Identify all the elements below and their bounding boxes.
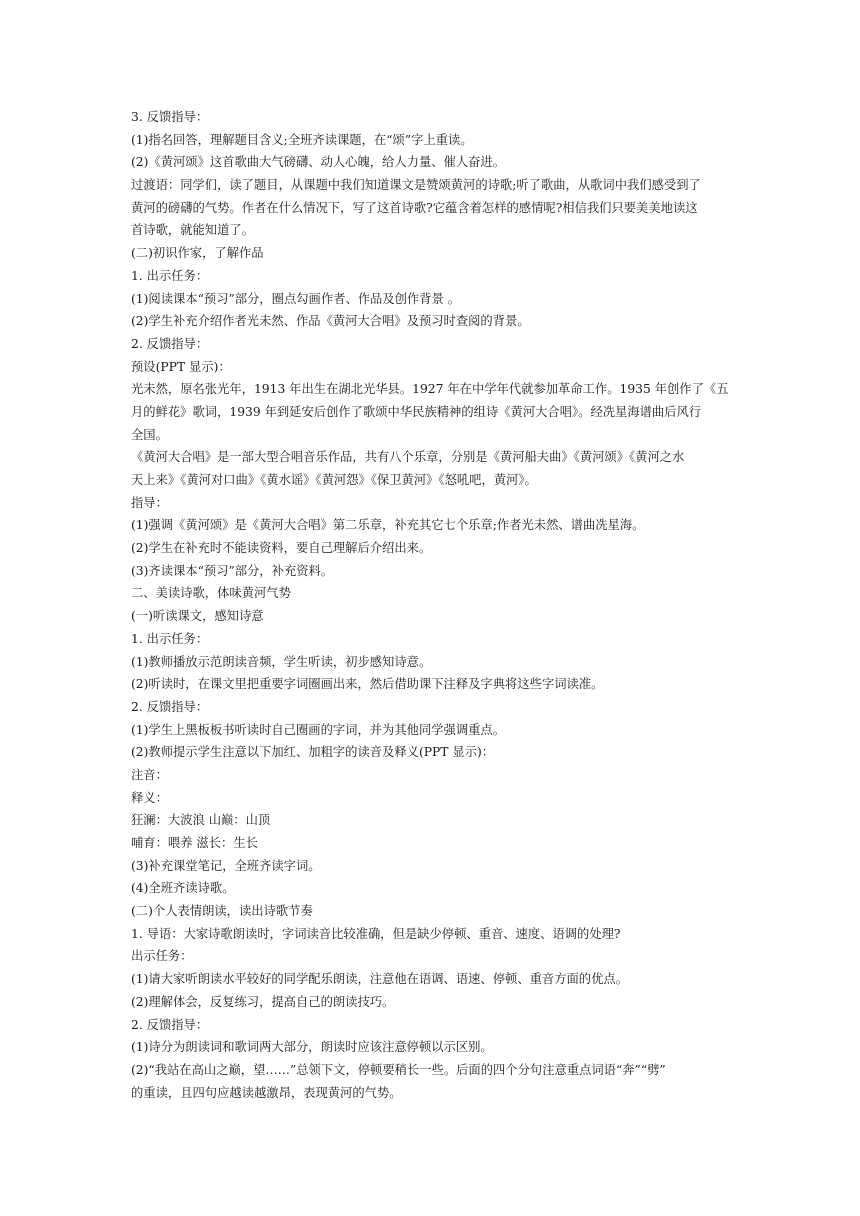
text-line: 出示任务： [131, 949, 193, 964]
text-line: 释义： [131, 790, 168, 805]
text-line: 3. 反馈指导： [131, 110, 209, 124]
text-line: 过渡语：同学们，读了题目，从课题中我们知道课文是赞颂黄河的诗歌;听了歌曲，从歌词中我们感受到了 [131, 178, 701, 193]
text-line: 注音： [131, 767, 168, 782]
text-line: 黄河的磅礴的气势。作者在什么情况下，写了这首诗歌?它蕴含着怎样的感情呢?相信我们只要美美地读这 [131, 200, 698, 215]
text-line: 全国。 [131, 427, 168, 442]
text-line: (2)理解体会，反复练习，提高自己的朗读技巧。 [131, 994, 395, 1009]
text-line: 哺育：喂养 滋长：生长 [131, 836, 258, 850]
text-line: (2)学生补充介绍作者光未然、作品《黄河大合唱》及预习时查阅的背景。 [131, 314, 530, 329]
section-heading: (二)初识作家，了解作品 [131, 246, 264, 261]
text-line: 2. 反馈指导： [131, 1017, 209, 1032]
text-line: (1)请大家听朗读水平较好的同学配乐朗读，注意他在语调、语速、停顿、重音方面的优点。 [131, 972, 628, 987]
text-line: 的重读，且四句应越读越激昂，表现黄河的气势。 [131, 1085, 402, 1100]
text-line: (2)学生在补充时不能读资料，要自己理解后介绍出来。 [131, 541, 432, 556]
text-line: (1)阅读课本“预习”部分，圈点勾画作者、作品及创作背景 。 [131, 291, 461, 306]
document-body [131, 106, 731, 1104]
text-line: 首诗歌，就能知道了。 [131, 223, 254, 238]
text-line: (4)全班齐读诗歌。 [131, 881, 235, 896]
text-line: (2)“我站在高山之巅，望……”总领下文，停顿要稍长一些。后面的四个分句注意重点词语“奔”“劈” [131, 1062, 666, 1077]
text-line: (3)补充课堂笔记，全班齐读字词。 [131, 858, 321, 873]
text-line: (2)教师提示学生注意以下加红、加粗字的读音及释义(PPT 显示)： [131, 745, 495, 760]
section-heading: (一)听读课文，感知诗意 [131, 609, 264, 624]
text-line: (1)教师播放示范朗读音频，学生听读，初步感知诗意。 [131, 654, 432, 669]
text-line: (1)强调《黄河颂》是《黄河大合唱》第二乐章，补充其它七个乐章;作者光未然、谱曲冼星海。 [131, 518, 645, 533]
text-line: (1)诗分为朗读词和歌词两大部分，朗读时应该注意停顿以示区别。 [131, 1040, 493, 1055]
text-line: 预设(PPT 显示)： [131, 359, 231, 374]
text-line: (3)齐读课本“预习”部分，补充资料。 [131, 563, 334, 578]
text-line: 《黄河大合唱》是一部大型合唱音乐作品，共有八个乐章，分别是《黄河船夫曲》《黄河颂》《黄河之水 [131, 450, 685, 465]
text-line: 1. 出示任务： [131, 268, 209, 283]
text-line: (1)学生上黑板板书听读时自己圈画的字词，并为其他同学强调重点。 [131, 722, 506, 737]
text-line: 光未然，原名张光年，1913 年出生在湖北光华县。1927 年在中学年代就参加革命工作。1935 年创作了《五 [131, 382, 729, 397]
text-line: 2. 反馈指导： [131, 699, 209, 714]
section-heading: 二、美读诗歌，体味黄河气势 [131, 586, 291, 601]
text-line: (2)《黄河颂》这首歌曲大气磅礴、动人心魄，给人力量、催人奋进。 [131, 155, 506, 170]
text-line: 2. 反馈指导： [131, 336, 209, 351]
text-line: (1)指名回答，理解题目含义;全班齐读课题，在“颂”字上重读。 [131, 132, 473, 147]
text-line: 月的鲜花》歌词，1939 年到延安后创作了歌颂中华民族精神的组诗《黄河大合唱》。经冼星海谱曲后风行 [131, 404, 702, 419]
text-line: 天上来》《黄河对口曲》《黄水谣》《黄河怨》《保卫黄河》《怒吼吧，黄河》。 [131, 473, 537, 487]
text-line: 指导： [131, 495, 168, 510]
text-line: 1. 出示任务： [131, 631, 209, 646]
text-line: 1. 导语：大家诗歌朗读时，字词读音比较准确，但是缺少停顿、重音、速度、语调的处理? [131, 926, 621, 941]
text-line: 狂澜：大波浪 山巅：山顶 [131, 813, 271, 828]
text-line: (2)听读时，在课文里把重要字词圈画出来，然后借助课下注释及字典将这些字词读准。 [131, 677, 604, 692]
section-heading: (二)个人表情朗读，读出诗歌节奏 [131, 904, 313, 919]
